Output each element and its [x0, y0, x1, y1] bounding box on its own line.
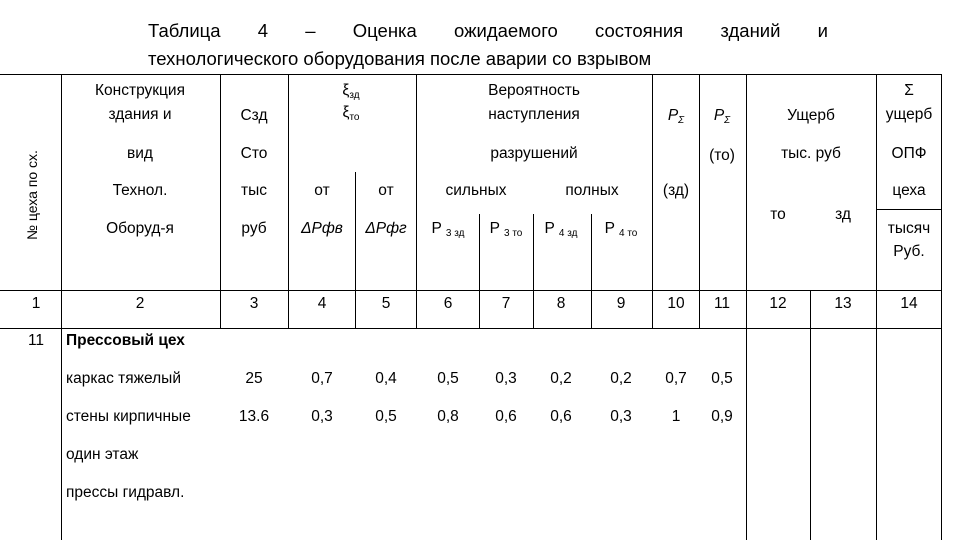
shop-number: 11: [27, 332, 45, 349]
zd-paren-header: (зд): [662, 182, 690, 199]
cost-header-2: Сто: [240, 145, 268, 162]
cost-header-3: тыс: [241, 182, 267, 199]
dpfg-header: ΔPфг: [365, 220, 407, 237]
sum-damage-header-4: цеха: [892, 182, 926, 199]
damage-to-header: то: [770, 206, 786, 223]
table-title-line-1: Таблица 4 – Оценка ожидаемого состояния зданий и: [148, 20, 828, 41]
table-cell: 0,6: [550, 408, 572, 425]
row-label: каркас тяжелый: [66, 370, 181, 387]
column-number: 10: [667, 295, 685, 312]
table-cell: 13.6: [238, 408, 270, 425]
column-number: 7: [501, 295, 511, 312]
column-number: 13: [834, 295, 852, 312]
dpfv-header: ΔPфв: [301, 220, 343, 237]
column-number: 3: [249, 295, 259, 312]
p3to-header: P $_{3 то}$: [489, 220, 523, 239]
damage-header-1: Ущерб: [787, 107, 835, 124]
column-number: 1: [31, 295, 41, 312]
table-cell: 0,2: [550, 370, 572, 387]
table-cell: 0,9: [711, 408, 733, 425]
p3zd-header: P $_{3 зд}$: [431, 220, 465, 239]
row-label: прессы гидравл.: [66, 484, 185, 501]
construction-header-1: Конструкция: [95, 82, 185, 99]
column-number: 5: [381, 295, 391, 312]
psum-to-header: $P_\Sigma$: [713, 107, 731, 126]
construction-header-5: Оборуд-я: [106, 220, 174, 237]
sum-damage-header-2: ущерб: [885, 106, 933, 123]
table-cell: 0,7: [665, 370, 687, 387]
column-number: 8: [556, 295, 566, 312]
damage-zd-header: зд: [835, 206, 851, 223]
damage-header-2: тыс. руб: [781, 145, 841, 162]
table-cell: 25: [245, 370, 263, 387]
sum-damage-header-1: Σ: [904, 82, 914, 99]
column-number: 2: [135, 295, 145, 312]
column-number: 4: [317, 295, 327, 312]
xi-zd-header: $\xi_{зд}$: [342, 82, 360, 101]
column-number: 14: [900, 295, 918, 312]
full-header: полных: [565, 182, 619, 199]
from-header-1: от: [314, 182, 330, 199]
construction-header-2: здания и: [108, 106, 172, 123]
column-number: 12: [769, 295, 787, 312]
row-label: один этаж: [66, 446, 139, 463]
sum-damage-header-5: тысяч: [887, 220, 931, 237]
sum-damage-header-3: ОПФ: [891, 145, 927, 162]
table-cell: 0,6: [495, 408, 517, 425]
table-cell: 0,5: [375, 408, 397, 425]
shop-name: Прессовый цех: [66, 332, 185, 349]
strong-header: сильных: [445, 182, 507, 199]
row-label: стены кирпичные: [66, 408, 191, 425]
column-number: 6: [443, 295, 453, 312]
table-cell: 0,5: [437, 370, 459, 387]
construction-header-4: Технол.: [112, 182, 168, 199]
table-cell: 0,3: [610, 408, 632, 425]
probability-header-2: наступления: [488, 106, 580, 123]
table-cell: 0,7: [311, 370, 333, 387]
table-cell: 0,5: [711, 370, 733, 387]
cost-header-1: Сзд: [240, 107, 268, 124]
table-cell: 0,3: [311, 408, 333, 425]
probability-header-3: разрушений: [490, 145, 578, 162]
psum-zd-header: $P_\Sigma$: [667, 107, 685, 126]
p4zd-header: P $_{4 зд}$: [544, 220, 578, 239]
table-cell: 1: [671, 408, 681, 425]
table-cell: 0,8: [437, 408, 459, 425]
cost-header-4: руб: [241, 220, 267, 237]
column-number: 11: [713, 295, 731, 312]
table-cell: 0,2: [610, 370, 632, 387]
table-cell: 0,4: [375, 370, 397, 387]
xi-to-header: $\xi_{то}$: [342, 104, 360, 123]
column-number: 9: [616, 295, 626, 312]
table-title-line-2: технологического оборудования после аварии со взрывом: [148, 48, 652, 69]
from-header-2: от: [378, 182, 394, 199]
construction-header-3: вид: [127, 145, 153, 162]
sum-damage-header-6: Руб.: [893, 243, 925, 260]
probability-header-1: Вероятность: [488, 82, 580, 99]
p4to-header: P $_{4 то}$: [604, 220, 638, 239]
to-paren-header: (то): [709, 147, 735, 164]
table-cell: 0,3: [495, 370, 517, 387]
